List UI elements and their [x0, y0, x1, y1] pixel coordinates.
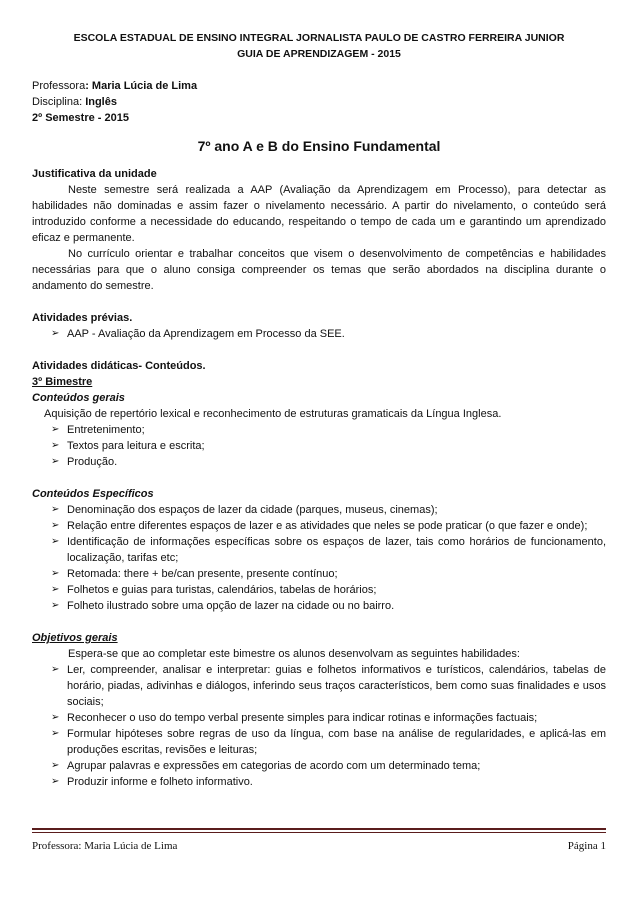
- list-item: ➢ AAP - Avaliação da Aprendizagem em Processo da SEE.: [51, 328, 345, 340]
- list-item: ➢ Folheto ilustrado sobre uma opção de lazer na cidade ou no bairro.: [51, 600, 395, 612]
- list-item: ➢ Textos para leitura e escrita;: [51, 440, 205, 452]
- arrow-bullet-icon: ➢: [51, 760, 60, 771]
- arrow-bullet-icon: ➢: [51, 536, 60, 547]
- conteudos-gerais-heading: Conteúdos gerais: [32, 392, 125, 404]
- arrow-bullet-icon: ➢: [51, 328, 60, 339]
- list-item: ➢ Relação entre diferentes espaços de lazer e as atividades que neles se pode praticar (o que fazer e onde);: [51, 520, 588, 532]
- discipline-line: [32, 94, 606, 110]
- list-item: ➢ Entretenimento;: [51, 424, 145, 436]
- objetivos-gerais-heading: Objetivos gerais: [32, 632, 118, 644]
- arrow-bullet-icon: ➢: [51, 440, 60, 451]
- arrow-bullet-icon: ➢: [51, 600, 60, 611]
- page-number: Página 1: [567, 840, 606, 852]
- guide-title: GUIA DE APRENDIZAGEM - 2015: [237, 48, 401, 60]
- list-item: ➢ Formular hipóteses sobre regras de uso da língua, com base na análise de regularidades, e aplicá-las em produções escritas, revisões e leituras;: [51, 728, 606, 756]
- arrow-bullet-icon: ➢: [51, 664, 60, 675]
- arrow-bullet-icon: ➢: [51, 712, 60, 723]
- conteudos-gerais-list: [32, 422, 606, 470]
- conteudos-gerais-intro: Aquisição de repertório lexical e reconhecimento de estruturas gramaticais da Língua Inglesa.: [44, 408, 502, 420]
- school-name: ESCOLA ESTADUAL DE ENSINO INTEGRAL JORNALISTA PAULO DE CASTRO FERREIRA JUNIOR: [73, 32, 565, 44]
- conteudos-especificos-heading: Conteúdos Específicos: [32, 488, 154, 500]
- atividades-previas-list: [32, 326, 606, 342]
- teacher-value: : Maria Lúcia de Lima: [85, 80, 198, 92]
- teacher-line: [32, 78, 606, 94]
- list-item: ➢ Folhetos e guias para turistas, calendários, tabelas de horários;: [51, 584, 377, 596]
- page-footer: [32, 840, 606, 852]
- justificativa-heading: Justificativa da unidade: [32, 168, 157, 180]
- justificativa-paragraph-1: Neste semestre será realizada a AAP (Avaliação da Aprendizagem em Processo), para detectar as habilidades não dominadas e assim fazer o nivelamento necessário. A partir do nivelamento, o conteúdo será introduzido conforme a necessidade do educando, respeitando o tempo de cada um e garantindo um aprendizado eficaz e permanente.: [32, 184, 606, 244]
- list-item: ➢ Reconhecer o uso do tempo verbal presente simples para indicar rotinas e informações factuais;: [51, 712, 538, 724]
- atividades-didaticas-heading: Atividades didáticas- Conteúdos.: [32, 360, 206, 372]
- arrow-bullet-icon: ➢: [51, 520, 60, 531]
- objetivos-gerais-list: [32, 662, 606, 790]
- list-item: ➢ Identificação de informações específicas sobre os espaços de lazer, tais como horários de funcionamento, localização, tarifas etc;: [51, 536, 606, 564]
- arrow-bullet-icon: ➢: [51, 456, 60, 467]
- arrow-bullet-icon: ➢: [51, 568, 60, 579]
- teacher-label: Professora: [32, 80, 86, 92]
- list-item: ➢ Produção.: [51, 456, 118, 468]
- footer-rule: [32, 828, 606, 830]
- arrow-bullet-icon: ➢: [51, 424, 60, 435]
- arrow-bullet-icon: ➢: [51, 776, 60, 787]
- semester-line: 2º Semestre - 2015: [32, 112, 129, 124]
- discipline-value: Inglês: [85, 96, 117, 108]
- list-item: ➢ Retomada: there + be/can presente, presente contínuo;: [51, 568, 338, 580]
- list-item: ➢ Produzir informe e folheto informativo.: [51, 776, 253, 788]
- justificativa-paragraph-2: No currículo orientar e trabalhar conceitos que visem o desenvolvimento de competências e habilidades necessárias para que o aluno consiga compreender os temas que serão abordados na disciplina durante o andamento do semestre.: [32, 248, 606, 292]
- arrow-bullet-icon: ➢: [51, 728, 60, 739]
- arrow-bullet-icon: ➢: [51, 504, 60, 515]
- footer-teacher: Professora: Maria Lúcia de Lima: [32, 840, 178, 852]
- list-item: ➢ Ler, compreender, analisar e interpretar: guias e folhetos informativos e turísticos, calendários, tabelas de horário, piadas, adivinhas e diálogos, inferindo seus traços característicos, bem como suas finalidades e usos sociais;: [51, 664, 606, 708]
- arrow-bullet-icon: ➢: [51, 584, 60, 595]
- discipline-label: Disciplina:: [32, 96, 86, 108]
- list-item: ➢ Denominação dos espaços de lazer da cidade (parques, museus, cinemas);: [51, 504, 438, 516]
- conteudos-especificos-list: [32, 502, 606, 614]
- list-item: ➢ Agrupar palavras e expressões em categorias de acordo com um determinado tema;: [51, 760, 481, 772]
- atividades-previas-heading: Atividades prévias.: [32, 312, 133, 324]
- document-page: [32, 30, 606, 790]
- footer-rule-thin: [32, 832, 606, 833]
- bimestre-heading: 3º Bimestre: [32, 376, 93, 388]
- objetivos-gerais-intro: Espera-se que ao completar este bimestre os alunos desenvolvam as seguintes habilidades:: [68, 648, 520, 660]
- page-title: 7º ano A e B do Ensino Fundamental: [197, 138, 441, 154]
